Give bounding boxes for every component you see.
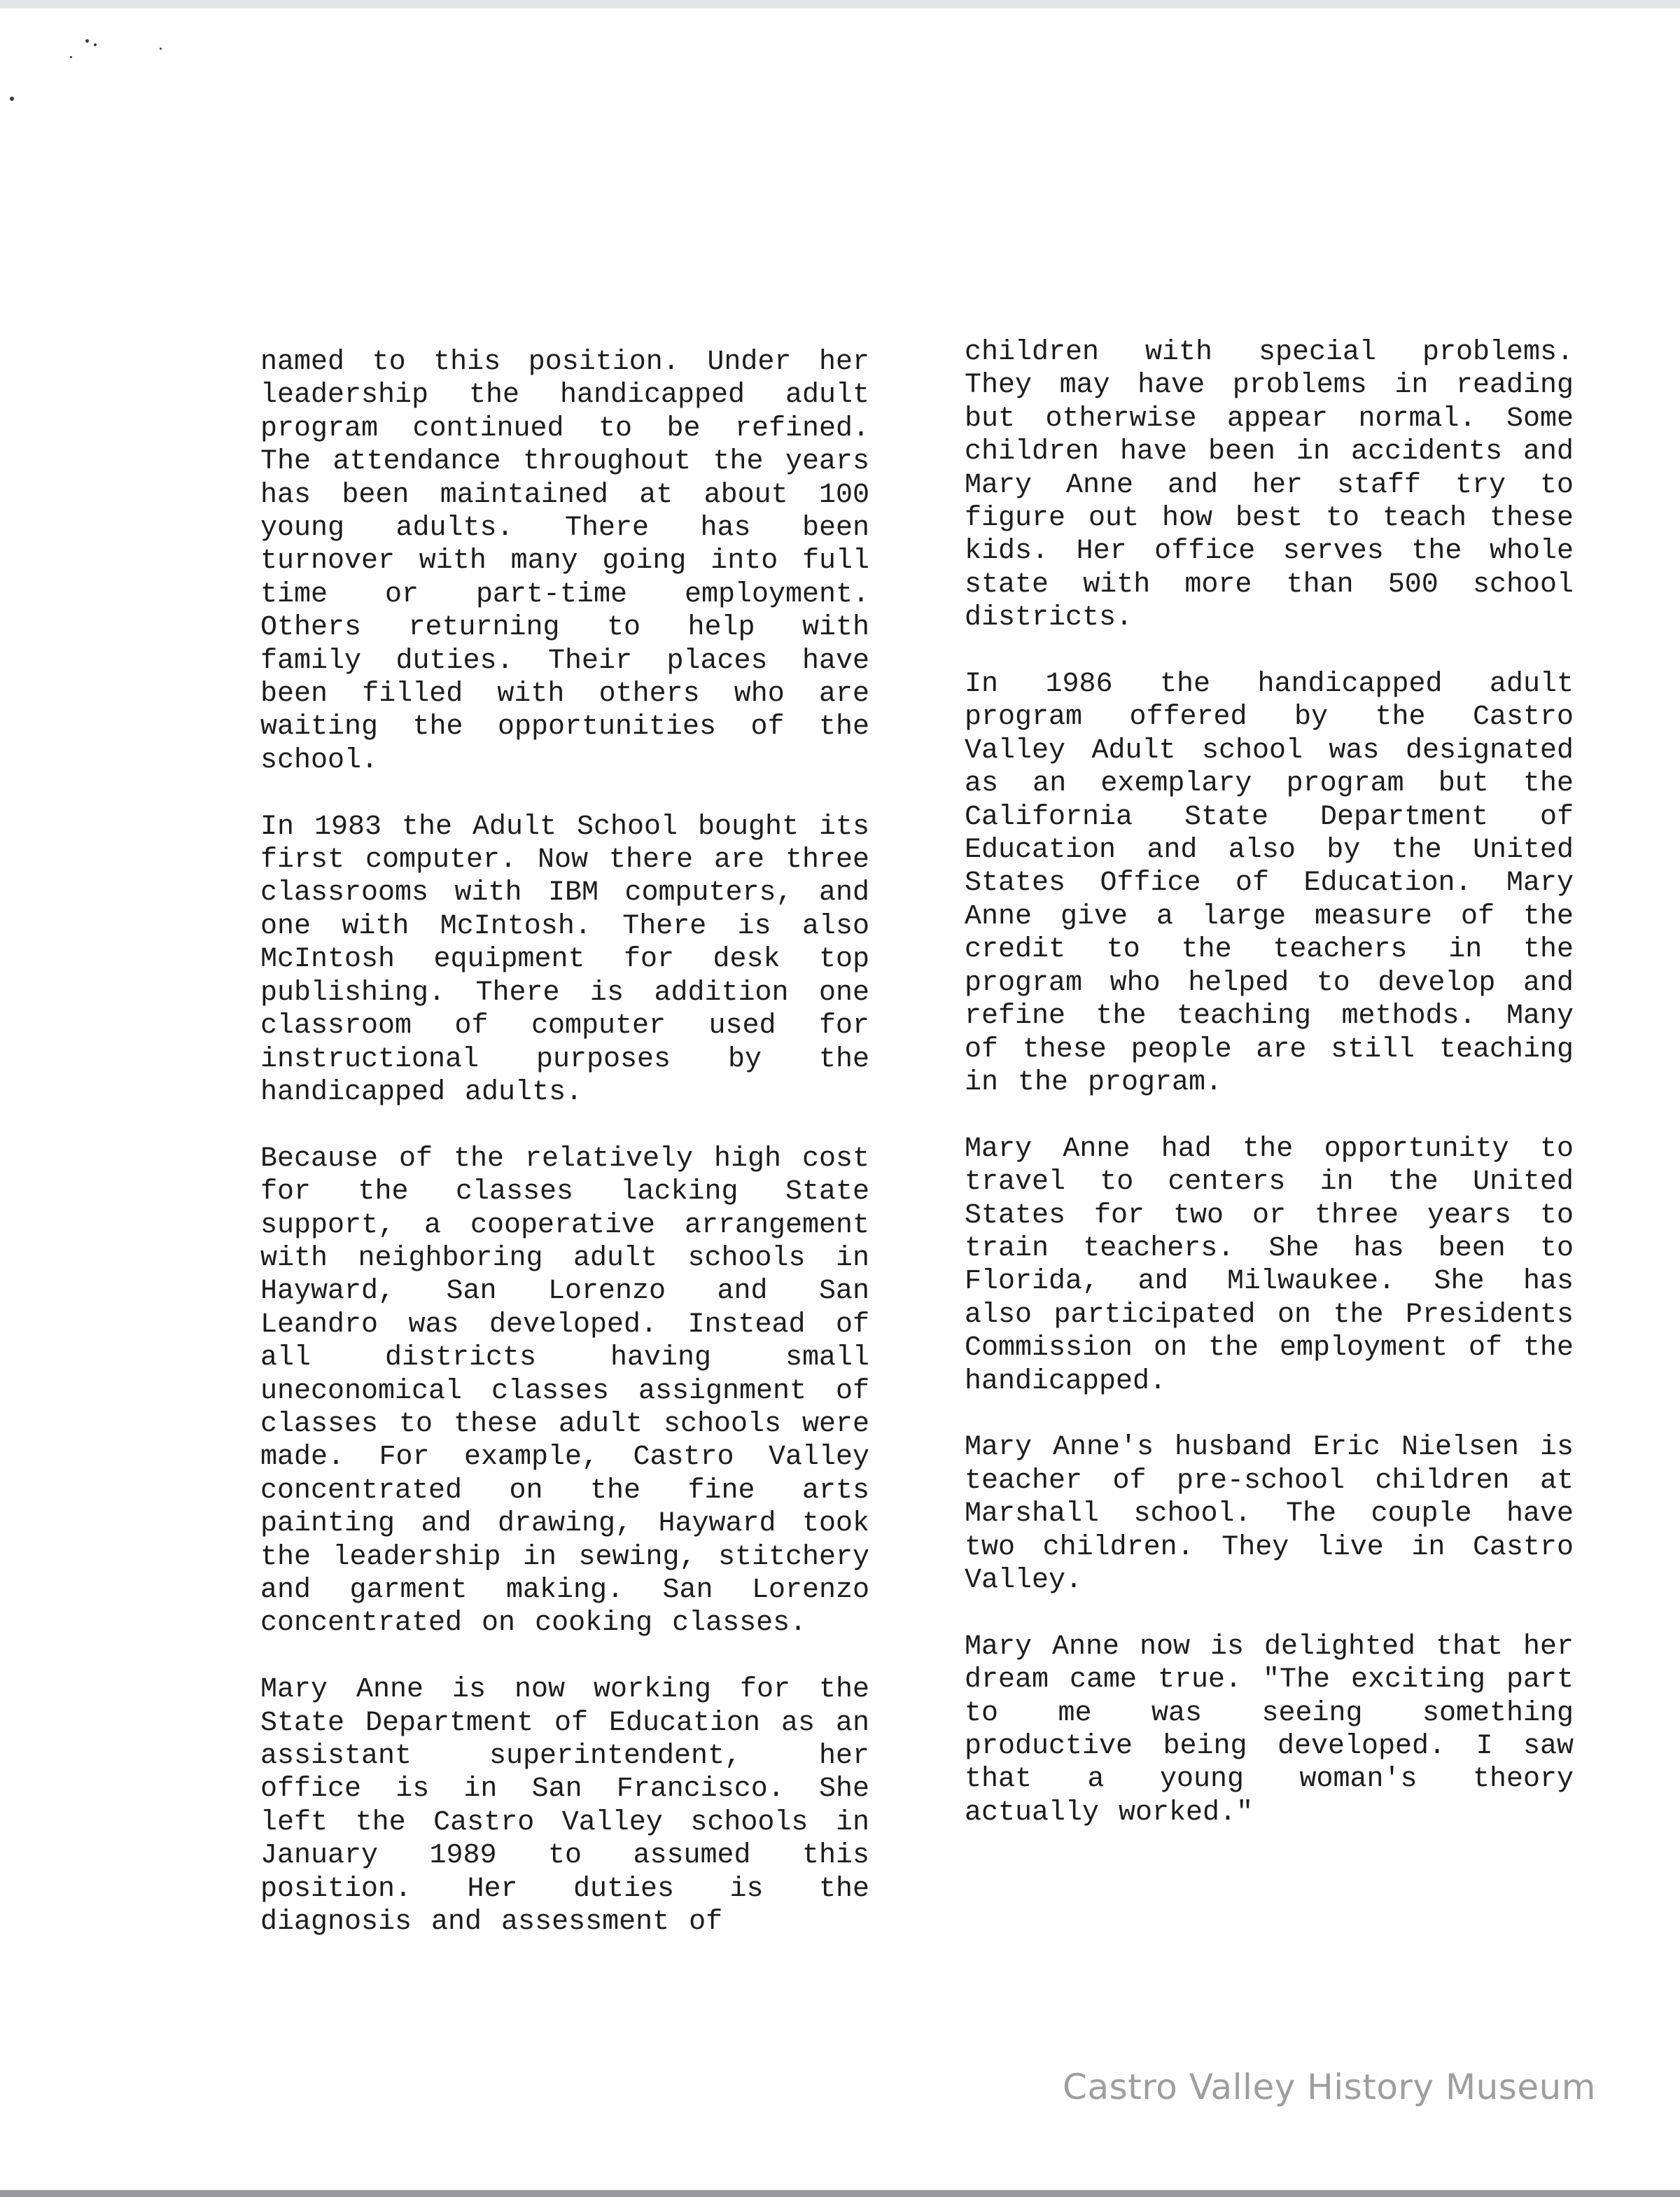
right-text-column bbox=[965, 336, 1574, 1829]
scan-speck bbox=[10, 97, 14, 101]
left-text-column bbox=[260, 346, 869, 1939]
right-paragraph-5: Mary Anne now is delighted that her dream came true. "The exciting part to me was seeing something productive being developed. I saw that a young woman's theory actually worked." bbox=[965, 1631, 1574, 1829]
left-paragraph-2: In 1983 the Adult School bought its first computer. Now there are three classrooms with IBM computers, and one with McIntosh. There is also McIntosh equipment for desk top publishing. There is addition one classroom of computer used for instructional purposes by the handicapped adults. bbox=[260, 811, 869, 1108]
museum-watermark: Castro Valley History Museum bbox=[1063, 2067, 1596, 2107]
left-paragraph-4: Mary Anne is now working for the State Department of Education as an assistant superintendent, her office is in San Francisco. She left the Castro Valley schools in January 1989 to assumed this position. Her duties is the diagnosis and assessment of bbox=[260, 1674, 869, 1939]
right-paragraph-3: Mary Anne had the opportunity to travel to centers in the United States for two or three years to train teachers. She has been to Florida, and Milwaukee. She has also participated on the Presidents Commission on the employment of the handicapped. bbox=[965, 1133, 1574, 1397]
right-paragraph-2: In 1986 the handicapped adult program offered by the Castro Valley Adult school was designated as an exemplary program but the California State Department of Education and also by the United States Office of Education. Mary Anne give a large measure of the credit to the teachers in the program who helped to develop and refine the teaching methods. Many of these people are still teaching in the program. bbox=[965, 669, 1574, 1098]
scan-speck bbox=[85, 39, 89, 43]
left-paragraph-1: named to this position. Under her leadership the handicapped adult program continued to be refined. The attendance throughout the years has been maintained at about 100 young adults. There has been turnover with many going into full time or part-time employment. Others returning to help with family duties. Their places have been filled with others who are waiting the opportunities of the school. bbox=[260, 347, 869, 776]
scan-speck bbox=[94, 43, 97, 46]
scan-speck bbox=[160, 48, 162, 50]
scan-bottom-edge bbox=[0, 2190, 1680, 2197]
scan-speck bbox=[70, 56, 72, 58]
left-paragraph-3: Because of the relatively high cost for the classes lacking State support, a cooperative arrangement with neighboring adult schools in Hayward, San Lorenzo and San Leandro was developed. Instead of all districts having small uneconomical classes assignment of classes to these adult schools were made. For example, Castro Valley concentrated on the fine arts painting and drawing, Hayward took the leadership in sewing, stitchery and garment making. San Lorenzo concentrated on cooking classes. bbox=[260, 1143, 869, 1640]
right-paragraph-4: Mary Anne's husband Eric Nielsen is teacher of pre-school children at Marshall school. The couple have two children. They live in Castro Valley. bbox=[965, 1432, 1574, 1596]
right-paragraph-1: children with special problems. They may have problems in reading but otherwise appear normal. Some children have been in accidents and Mary Anne and her staff try to figure out how best to teach these kids. Her office serves the whole state with more than 500 school districts. bbox=[965, 337, 1574, 634]
scan-top-edge bbox=[0, 0, 1680, 8]
